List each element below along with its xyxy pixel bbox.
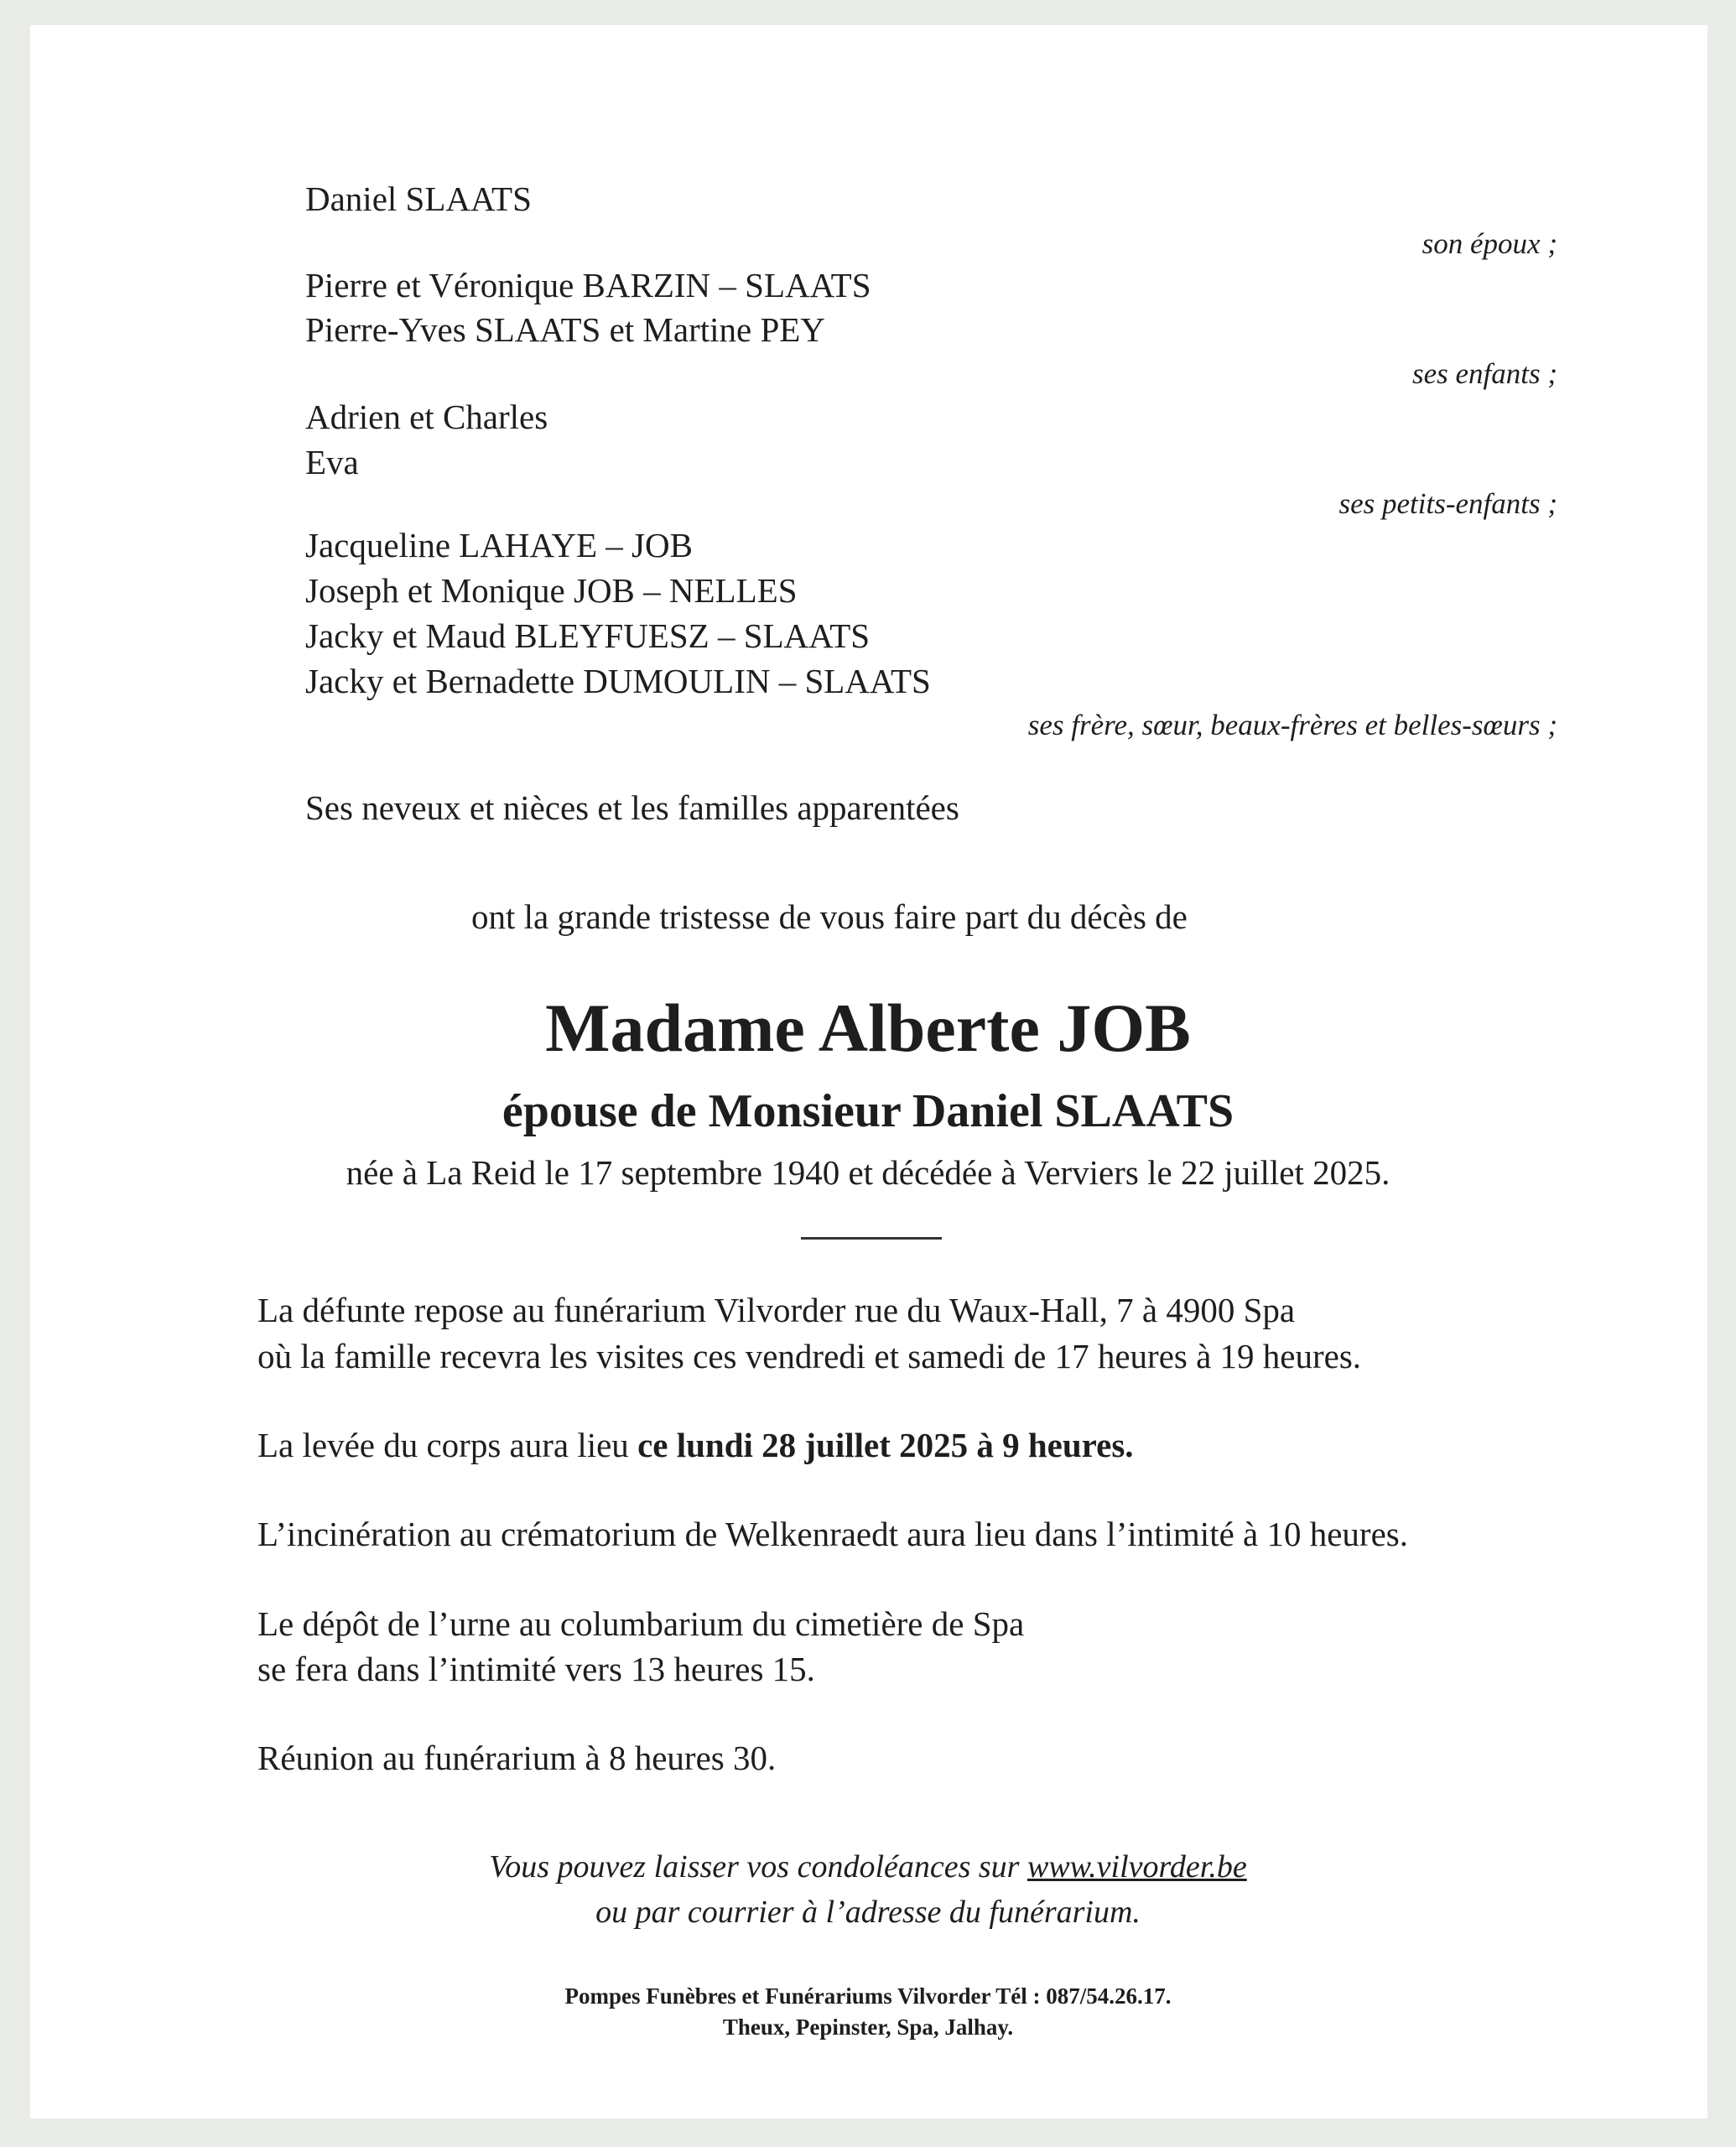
family-role-label: ses petits-enfants ; — [1338, 487, 1557, 520]
separator-rule — [801, 1237, 942, 1240]
urne-line: se fera dans l’intimité vers 13 heures 15. — [257, 1650, 815, 1688]
obituary-page — [30, 25, 1707, 2118]
condolences-line — [0, 1851, 1736, 1883]
family-name-line: Jacqueline LAHAYE – JOB — [305, 526, 693, 564]
announcement-text: ont la grande tristesse de vous faire part du décès de — [471, 897, 1188, 936]
deceased-dates: née à La Reid le 17 septembre 1940 et décédée à Verviers le 22 juillet 2025. — [346, 1153, 1390, 1192]
family-name-line: Joseph et Monique JOB – NELLES — [305, 571, 798, 610]
family-name-line: Eva — [305, 443, 359, 481]
condolences-link[interactable]: www.vilvorder.be — [1027, 1849, 1247, 1884]
deceased-spouse-line: épouse de Monsieur Daniel SLAATS — [502, 1085, 1234, 1137]
footer-company-line: Pompes Funèbres et Funérariums Vilvorder Tél : 087/54.26.17. — [564, 1983, 1172, 2009]
family-name-line: Jacky et Bernadette DUMOULIN – SLAATS — [305, 662, 931, 700]
family-role-label: son époux ; — [1422, 227, 1557, 260]
family-name-line: Jacky et Maud BLEYFUESZ – SLAATS — [305, 616, 871, 655]
family-name-line: Pierre-Yves SLAATS et Martine PEY — [305, 310, 825, 349]
reunion-line: Réunion au funérarium à 8 heures 30. — [257, 1739, 777, 1777]
rest-info-line: où la famille recevra les visites ces vendredi et samedi de 17 heures à 19 heures. — [257, 1337, 1362, 1375]
footer-locations-line: Theux, Pepinster, Spa, Jalhay. — [722, 2014, 1014, 2040]
family-name-line: Daniel SLAATS — [305, 179, 532, 218]
deceased-name: Madame Alberte JOB — [545, 990, 1191, 1066]
levee-text: La levée du corps aura lieu — [257, 1426, 638, 1464]
family-name-line: Pierre et Véronique BARZIN – SLAATS — [305, 266, 871, 304]
condolences-text: Vous pouvez laisser vos condoléances sur — [489, 1849, 1027, 1884]
family-name-line: Adrien et Charles — [305, 398, 548, 436]
rest-info-line: La défunte repose au funérarium Vilvorder rue du Waux-Hall, 7 à 4900 Spa — [257, 1291, 1296, 1329]
family-name-line: Ses neveux et nièces et les familles apparentées — [305, 788, 959, 827]
condolences-line: ou par courrier à l’adresse du funérarium. — [595, 1895, 1141, 1930]
family-role-label: ses frère, sœur, beaux-frères et belles-sœurs ; — [1027, 709, 1557, 741]
family-role-label: ses enfants ; — [1411, 357, 1557, 390]
levee-line — [257, 1428, 1134, 1463]
urne-line: Le dépôt de l’urne au columbarium du cimetière de Spa — [257, 1604, 1025, 1643]
levee-date-bold: ce lundi 28 juillet 2025 à 9 heures. — [637, 1426, 1134, 1464]
incineration-line: L’incinération au crématorium de Welkenraedt aura lieu dans l’intimité à 10 heures. — [257, 1515, 1408, 1553]
